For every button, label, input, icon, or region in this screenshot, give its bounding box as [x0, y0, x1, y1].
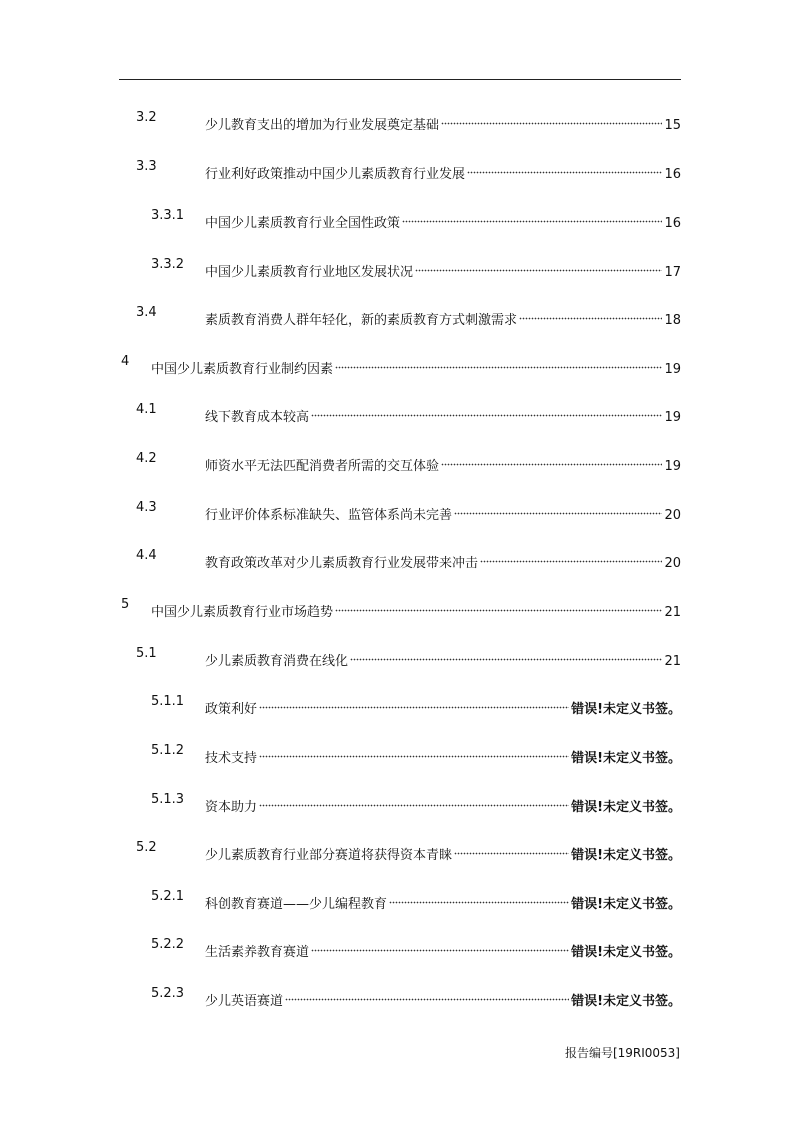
toc-leader-dots	[441, 107, 662, 129]
toc-entry-number: 5.1.2	[151, 743, 185, 758]
toc-entry-page-error: 错误!未定义书签。	[571, 848, 681, 863]
toc-entry-page: 18	[664, 313, 681, 328]
toc-entry-page-error: 错误!未定义书签。	[571, 702, 681, 717]
toc-entry-3-2[interactable]	[0, 107, 800, 133]
toc-entry-title: 中国少儿素质教育行业市场趋势	[151, 605, 334, 620]
toc-entry-page-error: 错误!未定义书签。	[571, 945, 681, 960]
toc-leader-dots	[454, 837, 569, 859]
toc-entry-3-3[interactable]	[0, 156, 800, 182]
toc-entry-5-1-2[interactable]	[0, 740, 800, 766]
toc-entry-3-3-1[interactable]	[0, 205, 800, 231]
toc-leader-dots	[467, 156, 662, 178]
toc-leader-dots	[519, 302, 662, 324]
toc-entry-number: 5.2.3	[151, 986, 185, 1001]
toc-entry-page: 19	[664, 410, 681, 425]
header-rule	[119, 79, 681, 80]
toc-entry-4[interactable]	[0, 351, 800, 377]
toc-entry-page: 15	[664, 118, 681, 133]
toc-entry-number: 4.3	[136, 500, 157, 515]
toc-entry-page: 20	[664, 508, 681, 523]
toc-entry-title: 政策利好	[205, 702, 258, 717]
toc-entry-4-1[interactable]	[0, 399, 800, 425]
toc-entry-page-error: 错误!未定义书签。	[571, 994, 681, 1009]
toc-entry-number: 4	[121, 354, 130, 369]
toc-entry-page: 21	[664, 654, 681, 669]
toc-entry-title: 中国少儿素质教育行业全国性政策	[205, 216, 401, 231]
toc-entry-5-2-2[interactable]	[0, 934, 800, 960]
toc-entry-page-error: 错误!未定义书签。	[571, 897, 681, 912]
toc-entry-number: 4.2	[136, 451, 157, 466]
toc-leader-dots	[335, 594, 662, 616]
toc-entry-page: 20	[664, 556, 681, 571]
toc-entry-3-4[interactable]	[0, 302, 800, 328]
toc-entry-title: 科创教育赛道——少儿编程教育	[205, 897, 388, 912]
toc-entry-title: 资本助力	[205, 800, 258, 815]
toc-leader-dots	[311, 399, 662, 421]
toc-entry-title: 素质教育消费人群年轻化，新的素质教育方式刺激需求	[205, 313, 518, 328]
toc-entry-number: 5.1	[136, 646, 157, 661]
toc-entry-title: 少儿素质教育行业部分赛道将获得资本青睐	[205, 848, 453, 863]
toc-leader-dots	[259, 691, 569, 713]
toc-entry-title: 行业评价体系标准缺失、监管体系尚未完善	[205, 508, 453, 523]
toc-entry-title: 线下教育成本较高	[205, 410, 310, 425]
toc-leader-dots	[441, 448, 662, 470]
toc-entry-number: 5.2.1	[151, 889, 185, 904]
toc-entry-number: 5	[121, 597, 130, 612]
toc-entry-4-2[interactable]	[0, 448, 800, 474]
toc-entry-page-error: 错误!未定义书签。	[571, 751, 681, 766]
toc-entry-page: 19	[664, 459, 681, 474]
toc-leader-dots	[335, 351, 662, 373]
toc-entry-page: 21	[664, 605, 681, 620]
toc-entry-page-error: 错误!未定义书签。	[571, 800, 681, 815]
toc-entry-5-1[interactable]	[0, 643, 800, 669]
toc-entry-title: 技术支持	[205, 751, 258, 766]
report-number-footer: 报告编号[19RI0053]	[564, 1046, 680, 1060]
toc-leader-dots	[480, 545, 662, 567]
toc-entry-page: 16	[664, 167, 681, 182]
toc-entry-4-4[interactable]	[0, 545, 800, 571]
toc-entry-page: 17	[664, 265, 681, 280]
toc-entry-number: 3.3.2	[151, 257, 185, 272]
toc-entry-number: 5.1.1	[151, 694, 185, 709]
toc-entry-5[interactable]	[0, 594, 800, 620]
toc-entry-title: 少儿英语赛道	[205, 994, 284, 1009]
toc-entry-number: 5.2	[136, 840, 157, 855]
toc-leader-dots	[311, 934, 569, 956]
toc-leader-dots	[259, 789, 569, 811]
toc-entry-number: 3.2	[136, 110, 157, 125]
toc-entry-title: 师资水平无法匹配消费者所需的交互体验	[205, 459, 440, 474]
toc-leader-dots	[389, 886, 569, 908]
toc-leader-dots	[259, 740, 569, 762]
toc-entry-number: 5.2.2	[151, 937, 185, 952]
toc-leader-dots	[415, 254, 662, 276]
toc-entry-number: 4.1	[136, 402, 157, 417]
toc-entry-4-3[interactable]	[0, 497, 800, 523]
toc-entry-title: 中国少儿素质教育行业地区发展状况	[205, 265, 414, 280]
toc-entry-number: 4.4	[136, 548, 157, 563]
toc-entry-5-2[interactable]	[0, 837, 800, 863]
toc-entry-5-2-1[interactable]	[0, 886, 800, 912]
toc-leader-dots	[402, 205, 662, 227]
toc-entry-title: 教育政策改革对少儿素质教育行业发展带来冲击	[205, 556, 479, 571]
toc-entry-number: 3.4	[136, 305, 157, 320]
toc-entry-page: 16	[664, 216, 681, 231]
toc-leader-dots	[350, 643, 662, 665]
toc-entry-number: 3.3.1	[151, 208, 185, 223]
toc-entry-title: 少儿素质教育消费在线化	[205, 654, 349, 669]
toc-entry-title: 中国少儿素质教育行业制约因素	[151, 362, 334, 377]
toc-entry-5-1-1[interactable]	[0, 691, 800, 717]
toc-entry-3-3-2[interactable]	[0, 254, 800, 280]
toc-leader-dots	[285, 983, 569, 1005]
toc-entry-title: 少儿教育支出的增加为行业发展奠定基础	[205, 118, 440, 133]
toc-entry-title: 行业利好政策推动中国少儿素质教育行业发展	[205, 167, 466, 182]
toc-entry-5-1-3[interactable]	[0, 789, 800, 815]
toc-entry-5-2-3[interactable]	[0, 983, 800, 1009]
toc-entry-number: 5.1.3	[151, 792, 185, 807]
toc-leader-dots	[454, 497, 662, 519]
toc-entry-title: 生活素养教育赛道	[205, 945, 310, 960]
toc-entry-page: 19	[664, 362, 681, 377]
toc-entry-number: 3.3	[136, 159, 157, 174]
